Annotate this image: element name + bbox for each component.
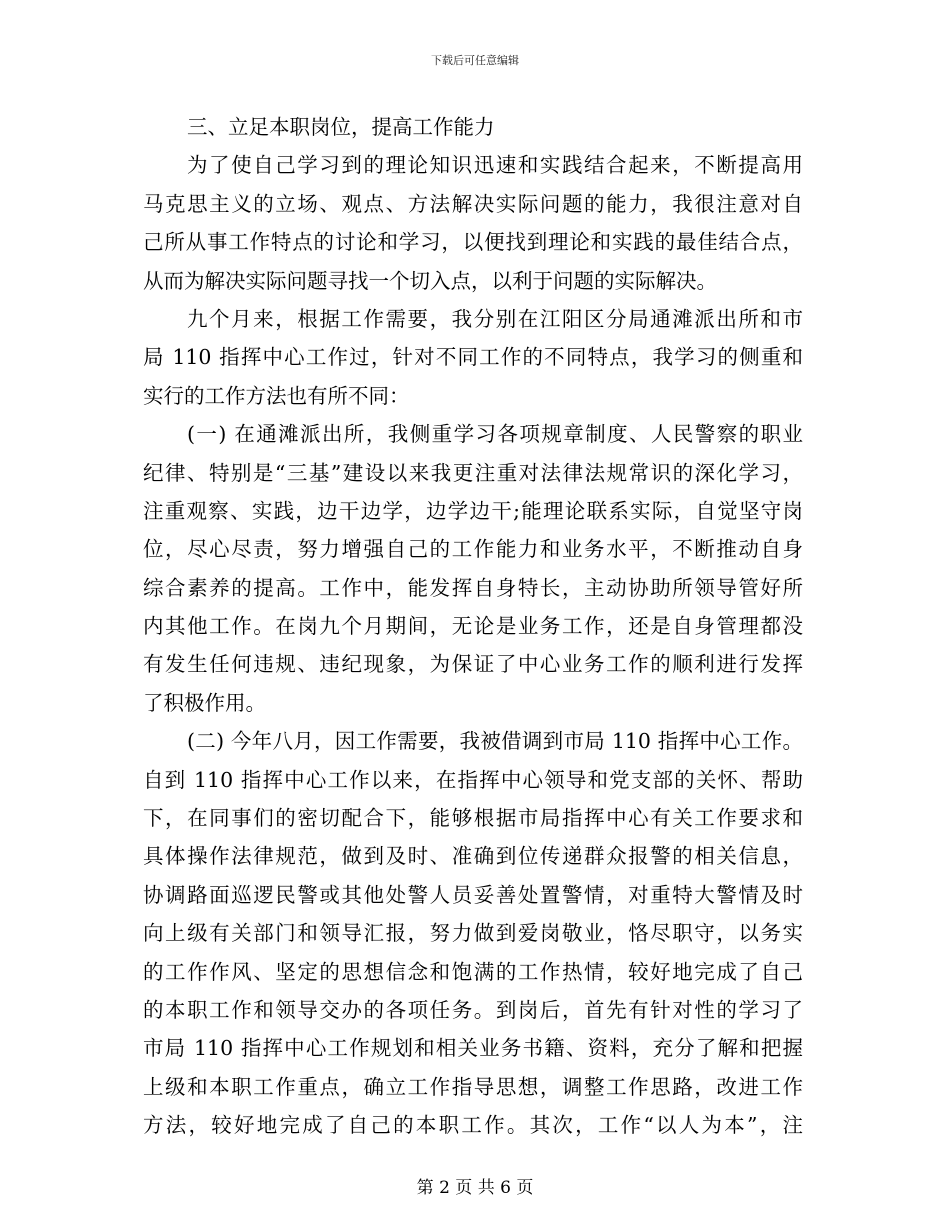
page-header: 下载后可任意编辑 <box>431 54 519 67</box>
text-line: 协调路面巡逻民警或其他处警人员妥善处置警情，对重特大警情及时 <box>143 882 803 907</box>
document-body <box>143 108 803 1145</box>
text-line: 己所从事工作特点的讨论和学习，以便找到理论和实践的最佳结合点， <box>143 230 803 255</box>
text-line: 方法，较好地完成了自己的本职工作。其次，工作“以人为本”，注 <box>143 1113 803 1138</box>
text-line: 的本职工作和领导交办的各项任务。到岗后，首先有针对性的学习了 <box>143 997 803 1022</box>
text-line: (二) 今年八月，因工作需要，我被借调到市局 110 指挥中心工作。 <box>187 729 803 754</box>
text-line: 九个月来，根据工作需要，我分别在江阳区分局通滩派出所和市 <box>187 306 803 331</box>
text-line: 位，尽心尽责，努力增强自己的工作能力和业务水平，不断推动自身 <box>143 537 803 562</box>
text-line: 注重观察、实践，边干边学，边学边干;能理论联系实际，自觉坚守岗 <box>143 498 803 523</box>
text-line: 为了使自己学习到的理论知识迅速和实践结合起来，不断提高用 <box>187 153 803 178</box>
text-line: 的工作作风、坚定的思想信念和饱满的工作热情，较好地完成了自己 <box>143 959 803 984</box>
text-line: 三、立足本职岗位，提高工作能力 <box>187 115 495 139</box>
text-line: 实行的工作方法也有所不同： <box>143 383 410 408</box>
text-line: 具体操作法律规范，做到及时、准确到位传递群众报警的相关信息， <box>143 844 803 869</box>
text-line: 自到 110 指挥中心工作以来，在指挥中心领导和党支部的关怀、帮助 <box>143 767 803 792</box>
page-footer: 第 2 页 共 6 页 <box>416 1178 534 1198</box>
text-line: (一) 在通滩派出所，我侧重学习各项规章制度、人民警察的职业 <box>187 422 803 447</box>
text-line: 有发生任何违规、违纪现象，为保证了中心业务工作的顺利进行发挥 <box>143 652 803 677</box>
text-line: 内其他工作。在岗九个月期间，无论是业务工作，还是自身管理都没 <box>143 614 803 639</box>
text-line: 下，在同事们的密切配合下，能够根据市局指挥中心有关工作要求和 <box>143 806 803 831</box>
text-line: 向上级有关部门和领导汇报，努力做到爱岗敬业，恪尽职守，以务实 <box>143 921 803 946</box>
text-line: 纪律、特别是“三基”建设以来我更注重对法律法规常识的深化学习， <box>143 460 803 485</box>
text-line: 上级和本职工作重点，确立工作指导思想，调整工作思路，改进工作 <box>143 1074 803 1099</box>
text-line: 局 110 指挥中心工作过，针对不同工作的不同特点，我学习的侧重和 <box>143 345 803 370</box>
text-line: 市局 110 指挥中心工作规划和相关业务书籍、资料，充分了解和把握 <box>143 1036 803 1061</box>
text-line: 从而为解决实际问题寻找一个切入点，以利于问题的实际解决。 <box>143 268 717 293</box>
text-line: 马克思主义的立场、观点、方法解决实际问题的能力，我很注意对自 <box>143 191 803 216</box>
text-line: 了积极作用。 <box>143 690 266 715</box>
text-line: 综合素养的提高。工作中，能发挥自身特长，主动协助所领导管好所 <box>143 575 803 600</box>
